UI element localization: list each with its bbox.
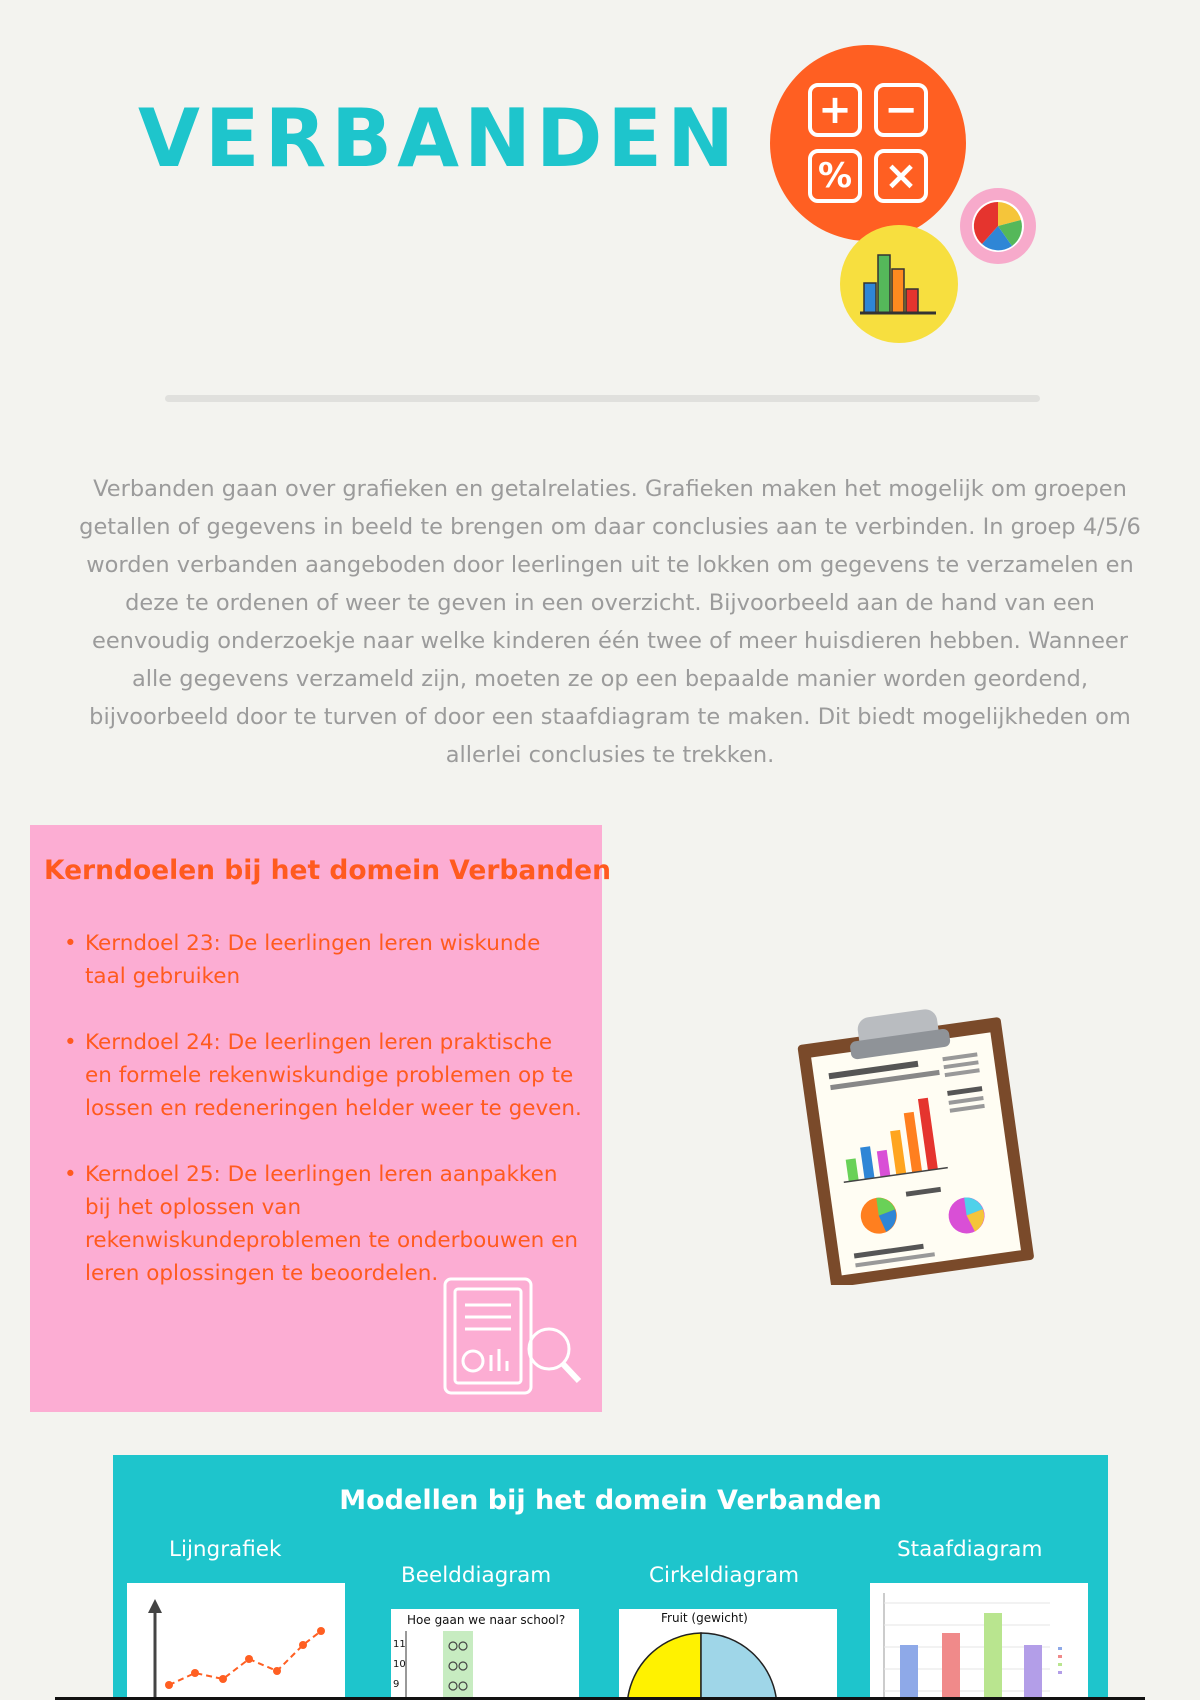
goal-item: • Kerndoel 23: De leerlingen leren wiskunde taal gebruiken: [64, 927, 584, 993]
plus-icon: +: [808, 83, 862, 137]
goals-title: Kerndoelen bij het domein Verbanden: [44, 855, 611, 886]
percent-icon: %: [808, 149, 862, 203]
picture-graph-tick: 10: [393, 1659, 406, 1670]
model-label-pie-chart: Cirkeldiagram: [649, 1563, 800, 1588]
bar-chart-icon: [840, 225, 958, 343]
report-search-icon: [443, 1277, 583, 1397]
goal-item: • Kerndoel 25: De leerlingen leren aanpakken bij het oplossen van rekenwiskundeproblemen te onderbouwen en leren oplossingen te beoordelen.: [64, 1158, 584, 1290]
header-divider: [165, 395, 1040, 402]
models-title: Modellen bij het domein Verbanden: [339, 1485, 882, 1516]
pie-chart-caption: Fruit (gewicht): [661, 1611, 748, 1625]
pie-chart-thumbnail: [619, 1609, 837, 1700]
picture-graph-tick: 11: [393, 1639, 406, 1650]
goals-list: [64, 927, 584, 1323]
picture-graph-caption: Hoe gaan we naar school?: [407, 1613, 566, 1627]
goals-section: [30, 825, 611, 1412]
models-section: [113, 1455, 1108, 1700]
line-graph-thumbnail: [127, 1583, 345, 1700]
math-icons-illustration: [770, 45, 1040, 350]
clipboard-chart-illustration: [795, 1000, 1035, 1285]
model-label-bar-chart: Staafdiagram: [897, 1537, 1043, 1562]
bar-chart-thumbnail: [870, 1583, 1088, 1700]
intro-paragraph: Verbanden gaan over grafieken en getalrelaties. Grafieken maken het mogelijk om groepen getallen of gegevens in beeld te brengen om daar conclusies aan te verbinden. In groep 4/5/6 worden verbanden aangeboden door leerlingen uit te lokken om gegevens te verzamelen en deze te ordenen of weer te geven in een overzicht. Bijvoorbeeld aan de hand van een eenvoudig onderzoekje naar welke kinderen één twee of meer huisdieren hebben. Wanneer alle gegevens verzameld zijn, moeten ze op een bepaalde manier worden geordend, bijvoorbeeld door te turven of door een staafdiagram te maken. Dit biedt mogelijkheden om allerlei conclusies te trekken.: [79, 476, 1141, 768]
picture-graph-thumbnail: [391, 1609, 579, 1700]
model-label-picture-graph: Beelddiagram: [401, 1563, 552, 1588]
model-label-line-graph: Lijngrafiek: [169, 1537, 282, 1562]
picture-graph-tick: 9: [393, 1679, 400, 1690]
page-title: VERBANDEN: [138, 92, 740, 185]
math-operations-icon: [770, 45, 966, 241]
goal-item: • Kerndoel 24: De leerlingen leren praktische en formele rekenwiskundige problemen op te lossen en redeneringen helder weer te geven.: [64, 1026, 584, 1125]
pie-chart-icon: [960, 188, 1036, 264]
minus-icon: −: [874, 83, 928, 137]
times-icon: ×: [874, 149, 928, 203]
